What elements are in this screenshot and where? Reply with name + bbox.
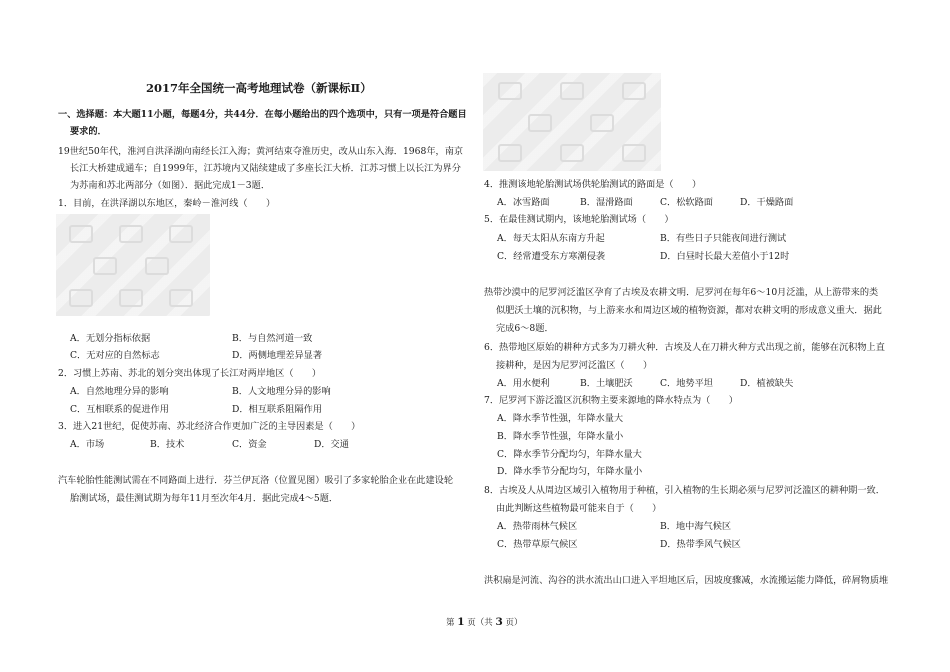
q6-option-d: D．植被缺失 [740, 378, 794, 389]
q7-option-c: C．降水季节分配均匀，年降水量大 [497, 449, 642, 460]
passage-1-line-2: 长江大桥建成通车；自1999年，江苏境内又陆续建成了多座长江大桥．江苏习惯上以长江为界分 [70, 163, 461, 174]
passage-2-line-2: 胎测试场，最佳测试期为每年11月至次年4月．据此完成4～5题． [70, 493, 339, 504]
q2-option-a: A．自然地理分异的影响 [70, 386, 169, 397]
q7-option-d: D．降水季节分配均匀，年降水量小 [497, 466, 643, 477]
q3-option-c: C．资金 [232, 439, 267, 450]
question-4-stem: 4．推测该地轮胎测试场供轮胎测试的路面是（ ） [484, 179, 702, 190]
passage-2-line-1: 汽车轮胎性能测试需在不同路面上进行．芬兰伊瓦洛（位置见图）吸引了多家轮胎企业在此建设轮 [58, 475, 454, 486]
q2-option-c: C．互相联系的促进作用 [70, 404, 169, 415]
passage-3-line-1: 热带沙漠中的尼罗河泛滥区孕育了古埃及农耕文明．尼罗河在每年6～10月泛滥，从上游带来的类 [484, 287, 879, 298]
footer-page-number: 1 [457, 616, 465, 628]
passage-3-line-3: 完成6～8题． [496, 323, 554, 334]
page-title: 2017年全国统一高考地理试卷（新课标Ⅱ） [146, 81, 372, 95]
question-3-stem: 3．进入21世纪，促使苏南、苏北经济合作更加广泛的主导因素是（ ） [58, 421, 361, 432]
footer-total-pages: 3 [495, 616, 503, 628]
footer-suffix: 页） [505, 618, 523, 628]
q1-option-a: A．无划分指标依据 [70, 333, 151, 344]
page-footer [446, 614, 522, 632]
question-8-stem-cont: 由此判断这些植物最可能来自于（ ） [496, 503, 662, 514]
q1-option-b: B．与自然河道一致 [232, 333, 313, 344]
q7-option-b: B．降水季节性强，年降水量小 [497, 431, 624, 442]
question-7-stem: 7．尼罗河下游泛滥区沉积物主要来源地的降水特点为（ ） [484, 395, 738, 406]
section-heading-cont: 要求的． [70, 126, 107, 137]
image-placeholder-icon [56, 214, 210, 316]
q5-option-a: A．每天太阳从东南方升起 [497, 233, 605, 244]
question-8-stem: 8．古埃及人从周边区域引入植物用于种植，引入植物的生长期必须与尼罗河泛滥区的耕种期一致． [484, 485, 885, 496]
q4-option-b: B．湿滑路面 [580, 197, 633, 208]
question-5-stem: 5．在最佳测试期内，该地轮胎测试场（ ） [484, 214, 674, 225]
passage-3-line-2: 似肥沃土壤的沉积物，与上游来水和周边区域的植物资源，都对农耕文明的形成意义重大．据此 [496, 305, 882, 316]
passage-4-line-1: 洪积扇是河流、沟谷的洪水流出山口进入平坦地区后，因坡度骤减，水流搬运能力降低，碎屑物质堆 [484, 575, 889, 586]
footer-middle: 页（共 [467, 618, 493, 628]
q3-option-a: A．市场 [70, 439, 105, 450]
q4-option-a: A．冰雪路面 [497, 197, 550, 208]
q7-option-a: A．降水季节性强，年降水量大 [497, 413, 624, 424]
map-image-jiangsu [56, 214, 210, 316]
q5-option-b: B．有些日子只能夜间进行测试 [660, 233, 787, 244]
q2-option-b: B．人文地理分异的影响 [232, 386, 331, 397]
q6-option-b: B．土壤肥沃 [580, 378, 633, 389]
question-6-stem: 6．热带地区原始的耕种方式多为刀耕火种．古埃及人在刀耕火种方式出现之前，能够在沉积物上直 [484, 342, 885, 353]
q4-option-c: C．松软路面 [660, 197, 713, 208]
q8-option-a: A．热带雨林气候区 [497, 521, 578, 532]
q3-option-d: D．交通 [314, 439, 349, 450]
q6-option-c: C．地势平坦 [660, 378, 713, 389]
q3-option-b: B．技术 [150, 439, 185, 450]
image-placeholder-icon [483, 73, 661, 171]
q1-option-d: D．两侧地理差异显著 [232, 350, 323, 361]
question-2-stem: 2．习惯上苏南、苏北的划分突出体现了长江对两岸地区（ ） [58, 368, 322, 379]
passage-1-line-1: 19世纪50年代，淮河自洪泽湖向南经长江入海；黄河结束夺淮历史，改从山东入海．1968年，南京 [58, 146, 464, 157]
footer-prefix: 第 [446, 618, 455, 628]
q8-option-c: C．热带草原气候区 [497, 539, 578, 550]
q5-option-d: D．白昼时长最大差值小于12时 [660, 251, 790, 262]
q6-option-a: A．用水便利 [497, 378, 550, 389]
q5-option-c: C．经常遭受东方寒潮侵袭 [497, 251, 606, 262]
q8-option-d: D．热带季风气候区 [660, 539, 741, 550]
map-image-finland [483, 73, 661, 171]
q2-option-d: D．相互联系阻隔作用 [232, 404, 323, 415]
passage-1-line-3: 为苏南和苏北两部分（如图）．据此完成1－3题． [70, 180, 271, 191]
question-6-stem-cont: 接耕种，是因为尼罗河泛滥区（ ） [496, 360, 653, 371]
question-1-stem: 1．目前，在洪泽湖以东地区，秦岭－淮河线（ ） [58, 198, 276, 209]
q4-option-d: D．干燥路面 [740, 197, 794, 208]
section-heading: 一、选择题：本大题11小题，每题4分，共44分．在每小题给出的四个选项中，只有一项是符合题目 [58, 109, 467, 120]
q8-option-b: B．地中海气候区 [660, 521, 732, 532]
q1-option-c: C．无对应的自然标志 [70, 350, 160, 361]
